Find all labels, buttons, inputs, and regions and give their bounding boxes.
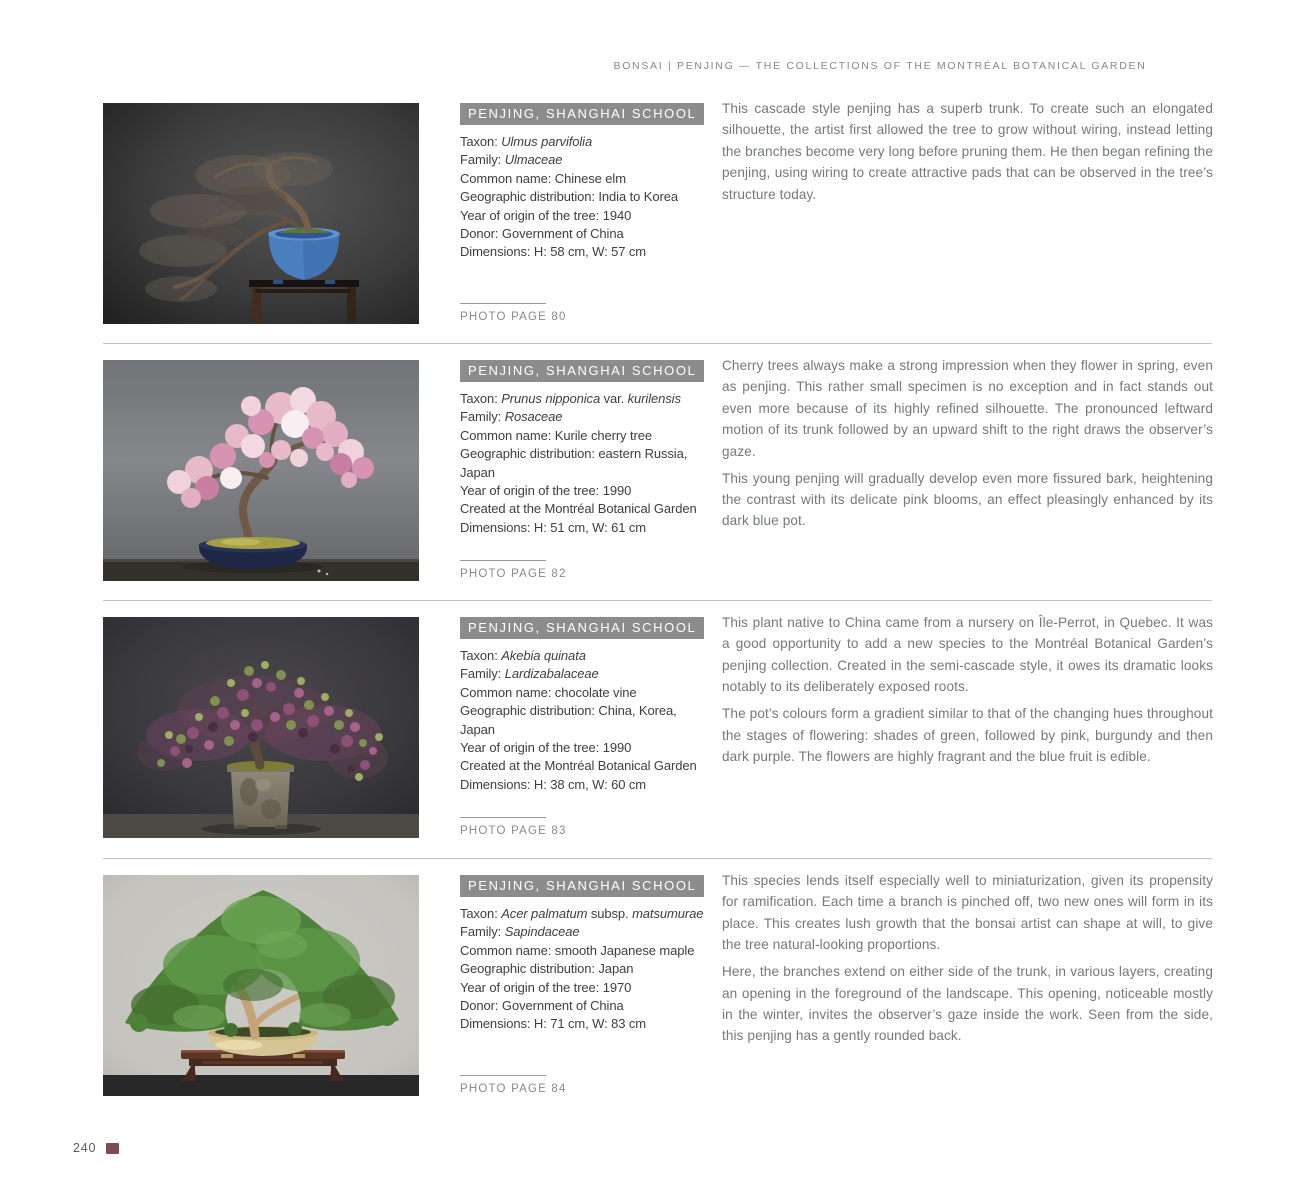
detail-line: Family: Ulmaceae — [460, 152, 563, 168]
detail-line: Dimensions: H: 71 cm, W: 83 cm — [460, 1016, 647, 1032]
detail-line: Year of origin of the tree: 1990 — [460, 483, 632, 499]
photo-page-ref: PHOTO PAGE 80 — [460, 311, 567, 323]
detail-line: Common name: Kurile cherry tree — [460, 427, 652, 443]
detail-line: Common name: smooth Japanese maple — [460, 942, 695, 958]
spec-column — [460, 875, 705, 1096]
description-paragraph: Here, the branches extend on either side of the trunk, in various layers, creating an opening in the foreground of the landscape. This opening, noticeable mostly in the winter, invites the observer’s gaze inside the work. Seen from the side, this penjing has a gently rounded back. — [722, 964, 1213, 1044]
spec-column — [460, 103, 705, 324]
spec-details — [460, 133, 705, 262]
entry-japanese-maple — [103, 875, 1212, 1096]
description-paragraph: The pot’s colours form a gradient similar to that of the changing hues throughout the stages of flowering: shades of green, followed by pink, burgundy and then dark purple. The flowers are highly fragrant and the blue fruit is edible. — [722, 706, 1213, 764]
description-paragraph: This plant native to China came from a nursery on Île-Perrot, in Quebec. It was a good opportunity to add a new species to the Montréal Botanical Garden’s penjing collection. Created in the semi-cascade style, it owes its dramatic looks notably to its deliberately exposed roots. — [722, 615, 1213, 695]
photo-page-rule — [460, 1075, 546, 1076]
bonsai-photo-illustration — [103, 875, 419, 1096]
section-divider — [103, 600, 1212, 601]
detail-line: Geographic distribution: Japan — [460, 961, 634, 977]
photo-page-ref: PHOTO PAGE 83 — [460, 825, 567, 837]
spec-details — [460, 905, 705, 1034]
school-badge: PENJING, SHANGHAI SCHOOL — [460, 875, 704, 897]
detail-line: Created at the Montréal Botanical Garden — [460, 501, 697, 517]
spec-details — [460, 390, 705, 537]
photo-page-ref: PHOTO PAGE 82 — [460, 568, 567, 580]
detail-line: Geographic distribution: eastern Russia, Japan — [460, 446, 688, 480]
photo-kurile-cherry — [103, 360, 419, 581]
detail-line: Family: Sapindaceae — [460, 924, 580, 940]
section-divider — [103, 858, 1212, 859]
photo-page-rule — [460, 303, 546, 304]
photo-japanese-maple — [103, 875, 419, 1096]
school-badge: PENJING, SHANGHAI SCHOOL — [460, 617, 704, 639]
detail-line: Taxon: Akebia quinata — [460, 648, 586, 663]
bonsai-photo-illustration — [103, 103, 419, 324]
description-column — [722, 355, 1213, 537]
detail-line: Taxon: Prunus nipponica var. kurilensis — [460, 391, 681, 406]
description-column — [722, 612, 1213, 773]
detail-line: Donor: Government of China — [460, 998, 624, 1014]
detail-line: Family: Rosaceae — [460, 409, 563, 425]
description-paragraph: Cherry trees always make a strong impression when they flower in spring, even as penjing. This rather small specimen is no exception and in fact stands out even more because of its highly refined silhouette. The pronounced leftward motion of its trunk followed by an upward shift to the right draws the observer’s gaze. — [722, 358, 1213, 459]
detail-line: Dimensions: H: 51 cm, W: 61 cm — [460, 519, 647, 535]
spec-details — [460, 647, 705, 794]
detail-line: Taxon: Ulmus parvifolia — [460, 134, 593, 149]
bonsai-photo-illustration — [103, 360, 419, 581]
section-divider — [103, 343, 1212, 344]
page-number: 240 — [73, 1141, 97, 1155]
photo-page-ref: PHOTO PAGE 84 — [460, 1083, 567, 1095]
detail-line: Common name: chocolate vine — [460, 684, 637, 700]
detail-line: Year of origin of the tree: 1970 — [460, 979, 632, 995]
detail-line: Year of origin of the tree: 1990 — [460, 740, 632, 756]
page-footer — [73, 1141, 119, 1155]
stone-pot — [227, 765, 294, 829]
floor — [103, 1075, 419, 1096]
description-column — [722, 870, 1213, 1052]
photo-page-rule — [460, 560, 546, 561]
description-paragraph: This young penjing will gradually develop even more fissured bark, heightening the contrast with its delicate pink blooms, an effect pleasingly enhanced by its dark blue pot. — [722, 470, 1213, 529]
detail-line: Common name: Chinese elm — [460, 170, 626, 186]
entry-kurile-cherry — [103, 360, 1212, 581]
detail-line: Created at the Montréal Botanical Garden — [460, 758, 697, 774]
photo-page-rule — [460, 817, 546, 818]
page-marker — [106, 1143, 119, 1154]
detail-line: Dimensions: H: 38 cm, W: 60 cm — [460, 776, 647, 792]
description-paragraph: This species lends itself especially well to miniaturization, given its propensity for ramification. Each time a branch is pinched off, two new ones will form in its place. This creates lush growth that the bonsai artist can shape at will, to give the tree natural-looking proportions. — [722, 873, 1213, 953]
photo-chinese-elm — [103, 103, 419, 324]
spec-column — [460, 617, 705, 838]
bonsai-photo-illustration — [103, 617, 419, 838]
school-badge: PENJING, SHANGHAI SCHOOL — [460, 103, 704, 125]
photo-chocolate-vine — [103, 617, 419, 838]
detail-line: Geographic distribution: India to Korea — [460, 189, 678, 205]
running-head: BONSAI | PENJING — THE COLLECTIONS OF THE MONTRÉAL BOTANICAL GARDEN — [613, 60, 1147, 72]
entry-chinese-elm — [103, 103, 1212, 324]
description-column — [722, 98, 1213, 211]
detail-line: Dimensions: H: 58 cm, W: 57 cm — [460, 244, 647, 260]
spec-column — [460, 360, 705, 581]
school-badge: PENJING, SHANGHAI SCHOOL — [460, 360, 704, 382]
detail-line: Taxon: Acer palmatum subsp. matsumurae — [460, 906, 704, 921]
detail-line: Family: Lardizabalaceae — [460, 666, 599, 682]
description-paragraph: This cascade style penjing has a superb trunk. To create such an elongated silhouette, the artist first allowed the tree to grow without wiring, instead letting the branches become very long before pruning them. He then began refining the penjing, using wiring to create attractive pads that can be observed in the tree’s structure today. — [722, 101, 1213, 202]
detail-line: Geographic distribution: China, Korea, Japan — [460, 703, 677, 737]
entry-chocolate-vine — [103, 617, 1212, 838]
detail-line: Year of origin of the tree: 1940 — [460, 207, 632, 223]
detail-line: Donor: Government of China — [460, 226, 624, 242]
